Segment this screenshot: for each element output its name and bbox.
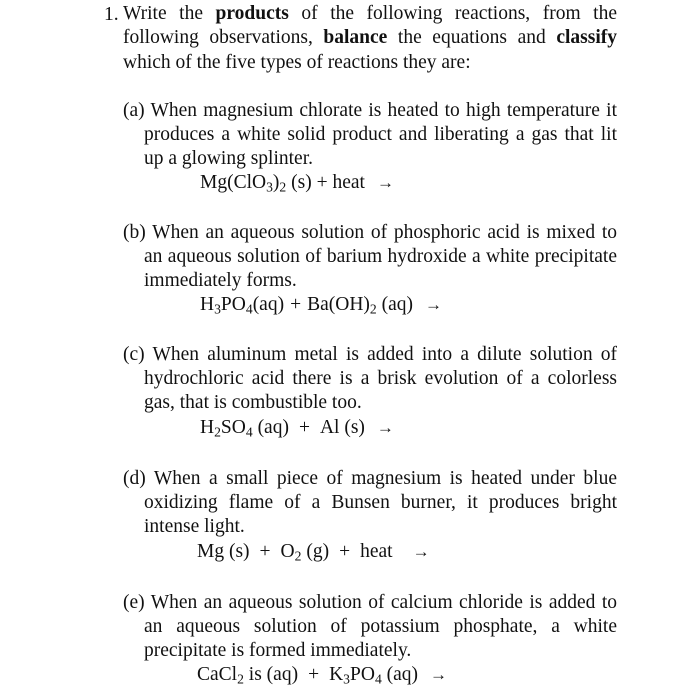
part-label: (e) — [123, 592, 145, 613]
equation-b: $H_3PO_4(aq) + Ba(OH)_2$ (aq) → — [200, 294, 443, 317]
part-text: When magnesium chlorate is heated to high temperature it produces a white solid product and liberating a gas that lit up a glowing splinter. — [144, 100, 617, 169]
reaction-arrow-icon: → — [430, 665, 448, 684]
question-line-3: which of the five types of reactions they are: — [123, 52, 471, 73]
equation-d: Mg $(s) + O_2$ (g) + heat → — [197, 541, 430, 564]
question-line-2 — [123, 27, 617, 49]
part-label: (d) — [123, 468, 146, 489]
reaction-arrow-icon: → — [425, 295, 443, 314]
equation-c: $H_2SO_4$ (aq) + Al (s) → — [200, 417, 394, 440]
equation-e: CaCl$_2$ is $(aq) + K_3PO_4$ (aq) → — [197, 664, 448, 687]
question-text: Write the — [123, 3, 216, 24]
keyword-classify: classify — [556, 27, 617, 48]
part-label: (b) — [123, 222, 146, 243]
part-text: When an aqueous solution of phosphoric acid is mixed to an aqueous solution of barium hydroxide a white precipitate immediately forms. — [144, 222, 618, 291]
reaction-arrow-icon: → — [376, 418, 394, 437]
equation-a: $Mg(ClO_3)_2$ (s) + heat → — [200, 172, 394, 195]
part-text: When aluminum metal is added into a dilute solution of hydrochloric acid there is a brisk evolution of a colorless gas, that is combustible too. — [144, 344, 618, 413]
part-d — [123, 467, 617, 539]
part-label: (a) — [123, 100, 145, 121]
part-a — [123, 99, 617, 171]
question-text: the equations and — [387, 27, 557, 48]
keyword-balance: balance — [323, 27, 388, 48]
part-text: When a small piece of magnesium is heated under blue oxidizing flame of a Bunsen burner, it produces bright intense light. — [144, 468, 617, 537]
part-text: When an aqueous solution of calcium chloride is added to an aqueous solution of potassium phosphate, a white precipitate is formed immediately. — [144, 592, 617, 661]
part-label: (c) — [123, 344, 145, 365]
reaction-arrow-icon: → — [376, 173, 394, 192]
part-c — [123, 343, 617, 415]
question-text: following observations, — [123, 27, 324, 48]
reaction-arrow-icon: → — [412, 542, 430, 561]
question-line-1 — [123, 3, 617, 25]
question-text: of the following reactions, from the — [288, 3, 617, 24]
keyword-products: products — [215, 3, 289, 24]
question-number: 1. — [104, 4, 119, 25]
part-e — [123, 591, 617, 663]
part-b — [123, 221, 617, 293]
